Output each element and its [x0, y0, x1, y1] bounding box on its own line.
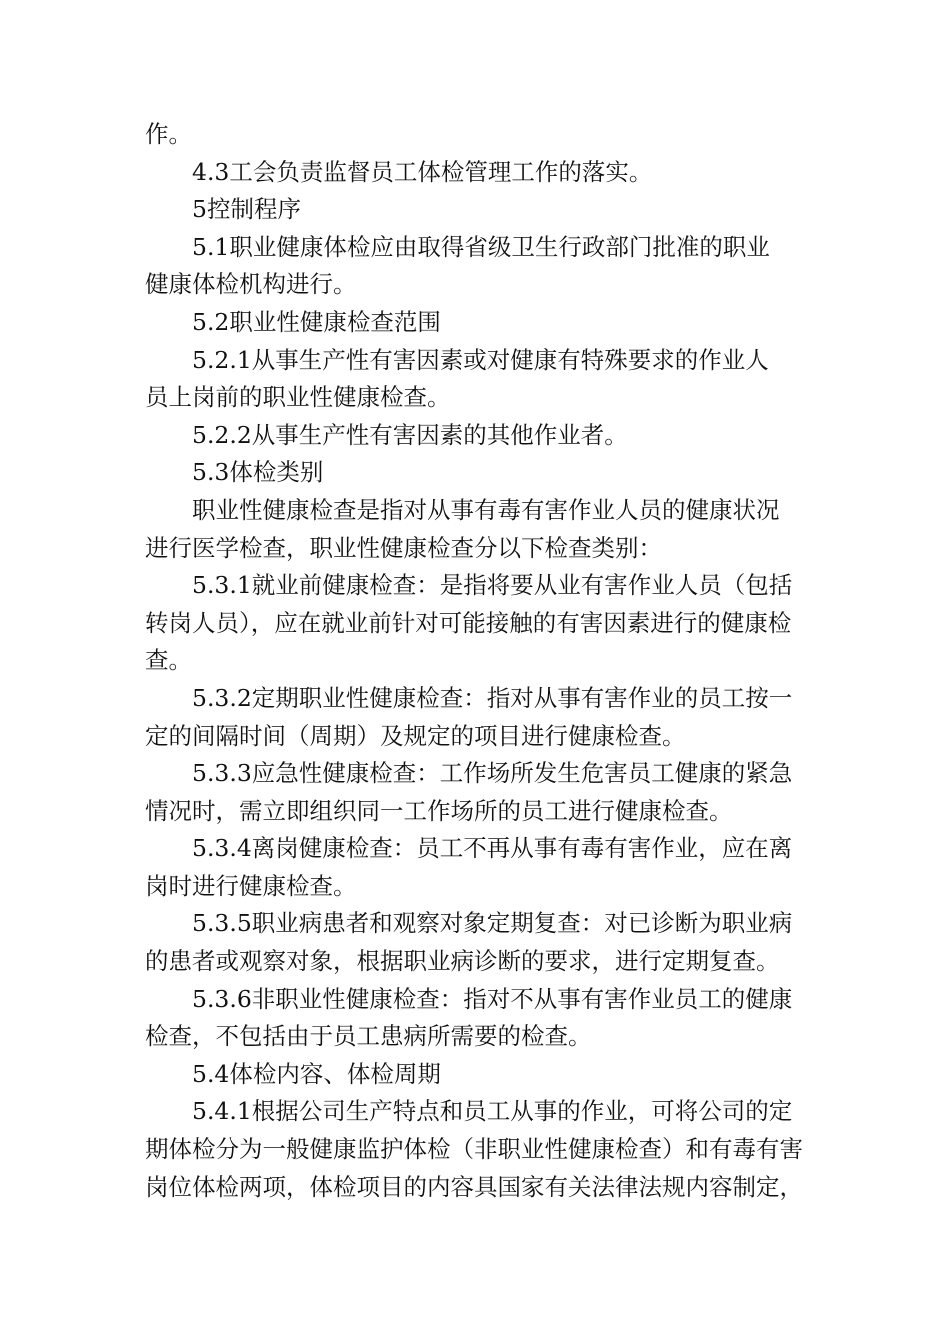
text-line: 5.1职业健康体检应由取得省级卫生行政部门批准的职业 [192, 232, 770, 261]
text-line: 5.2.1从事生产性有害因素或对健康有特殊要求的作业人 [192, 345, 769, 374]
text-line: 5.3.6非职业性健康检查：指对不从事有害作业员工的健康 [192, 984, 793, 1013]
text-line: 作。 [145, 120, 192, 148]
text-line: 转岗人员），应在就业前针对可能接触的有害因素进行的健康检 [145, 608, 792, 637]
text-line: 定的间隔时间（周期）及规定的项目进行健康检查。 [145, 721, 686, 750]
text-line: 健康体检机构进行。 [145, 270, 357, 299]
text-line: 5.2.2从事生产性有害因素的其他作业者。 [192, 420, 628, 449]
text-line: 5.4.1根据公司生产特点和员工从事的作业，可将公司的定 [192, 1097, 793, 1126]
text-line: 5.2职业性健康检查范围 [192, 307, 441, 336]
text-line: 岗时进行健康检查。 [145, 871, 357, 900]
text-line: 5.3.2定期职业性健康检查：指对从事有害作业的员工按一 [192, 683, 793, 712]
text-line: 5.4体检内容、体检周期 [192, 1059, 441, 1088]
text-line: 期体检分为一般健康监护体检（非职业性健康检查）和有毒有害 [145, 1135, 803, 1164]
text-line: 职业性健康检查是指对从事有毒有害作业人员的健康状况 [192, 495, 780, 524]
text-line: 5.3体检类别 [192, 458, 324, 487]
text-line: 员上岗前的职业性健康检查。 [145, 383, 451, 412]
text-line: 岗位体检两项，体检项目的内容具国家有关法律法规内容制定， [145, 1172, 803, 1201]
text-line: 查。 [145, 646, 192, 675]
text-line: 5.3.1就业前健康检查：是指将要从业有害作业人员（包括 [192, 571, 793, 600]
text-line: 情况时，需立即组织同一工作场所的员工进行健康检查。 [145, 796, 733, 825]
text-line: 5.3.3应急性健康检查：工作场所发生危害员工健康的紧急 [192, 759, 793, 788]
text-line: 5控制程序 [192, 195, 301, 224]
text-line: 进行医学检查，职业性健康检查分以下检查类别： [145, 533, 662, 562]
text-line: 检查，不包括由于员工患病所需要的检查。 [145, 1022, 592, 1051]
text-line: 的患者或观察对象，根据职业病诊断的要求，进行定期复查。 [145, 947, 780, 976]
text-line: 5.3.5职业病患者和观察对象定期复查：对已诊断为职业病 [192, 909, 793, 938]
document-body [145, 116, 810, 1206]
text-line: 5.3.4离岗健康检查：员工不再从事有毒有害作业，应在离 [192, 834, 793, 863]
text-line: 4.3工会负责监督员工体检管理工作的落实。 [192, 157, 653, 186]
